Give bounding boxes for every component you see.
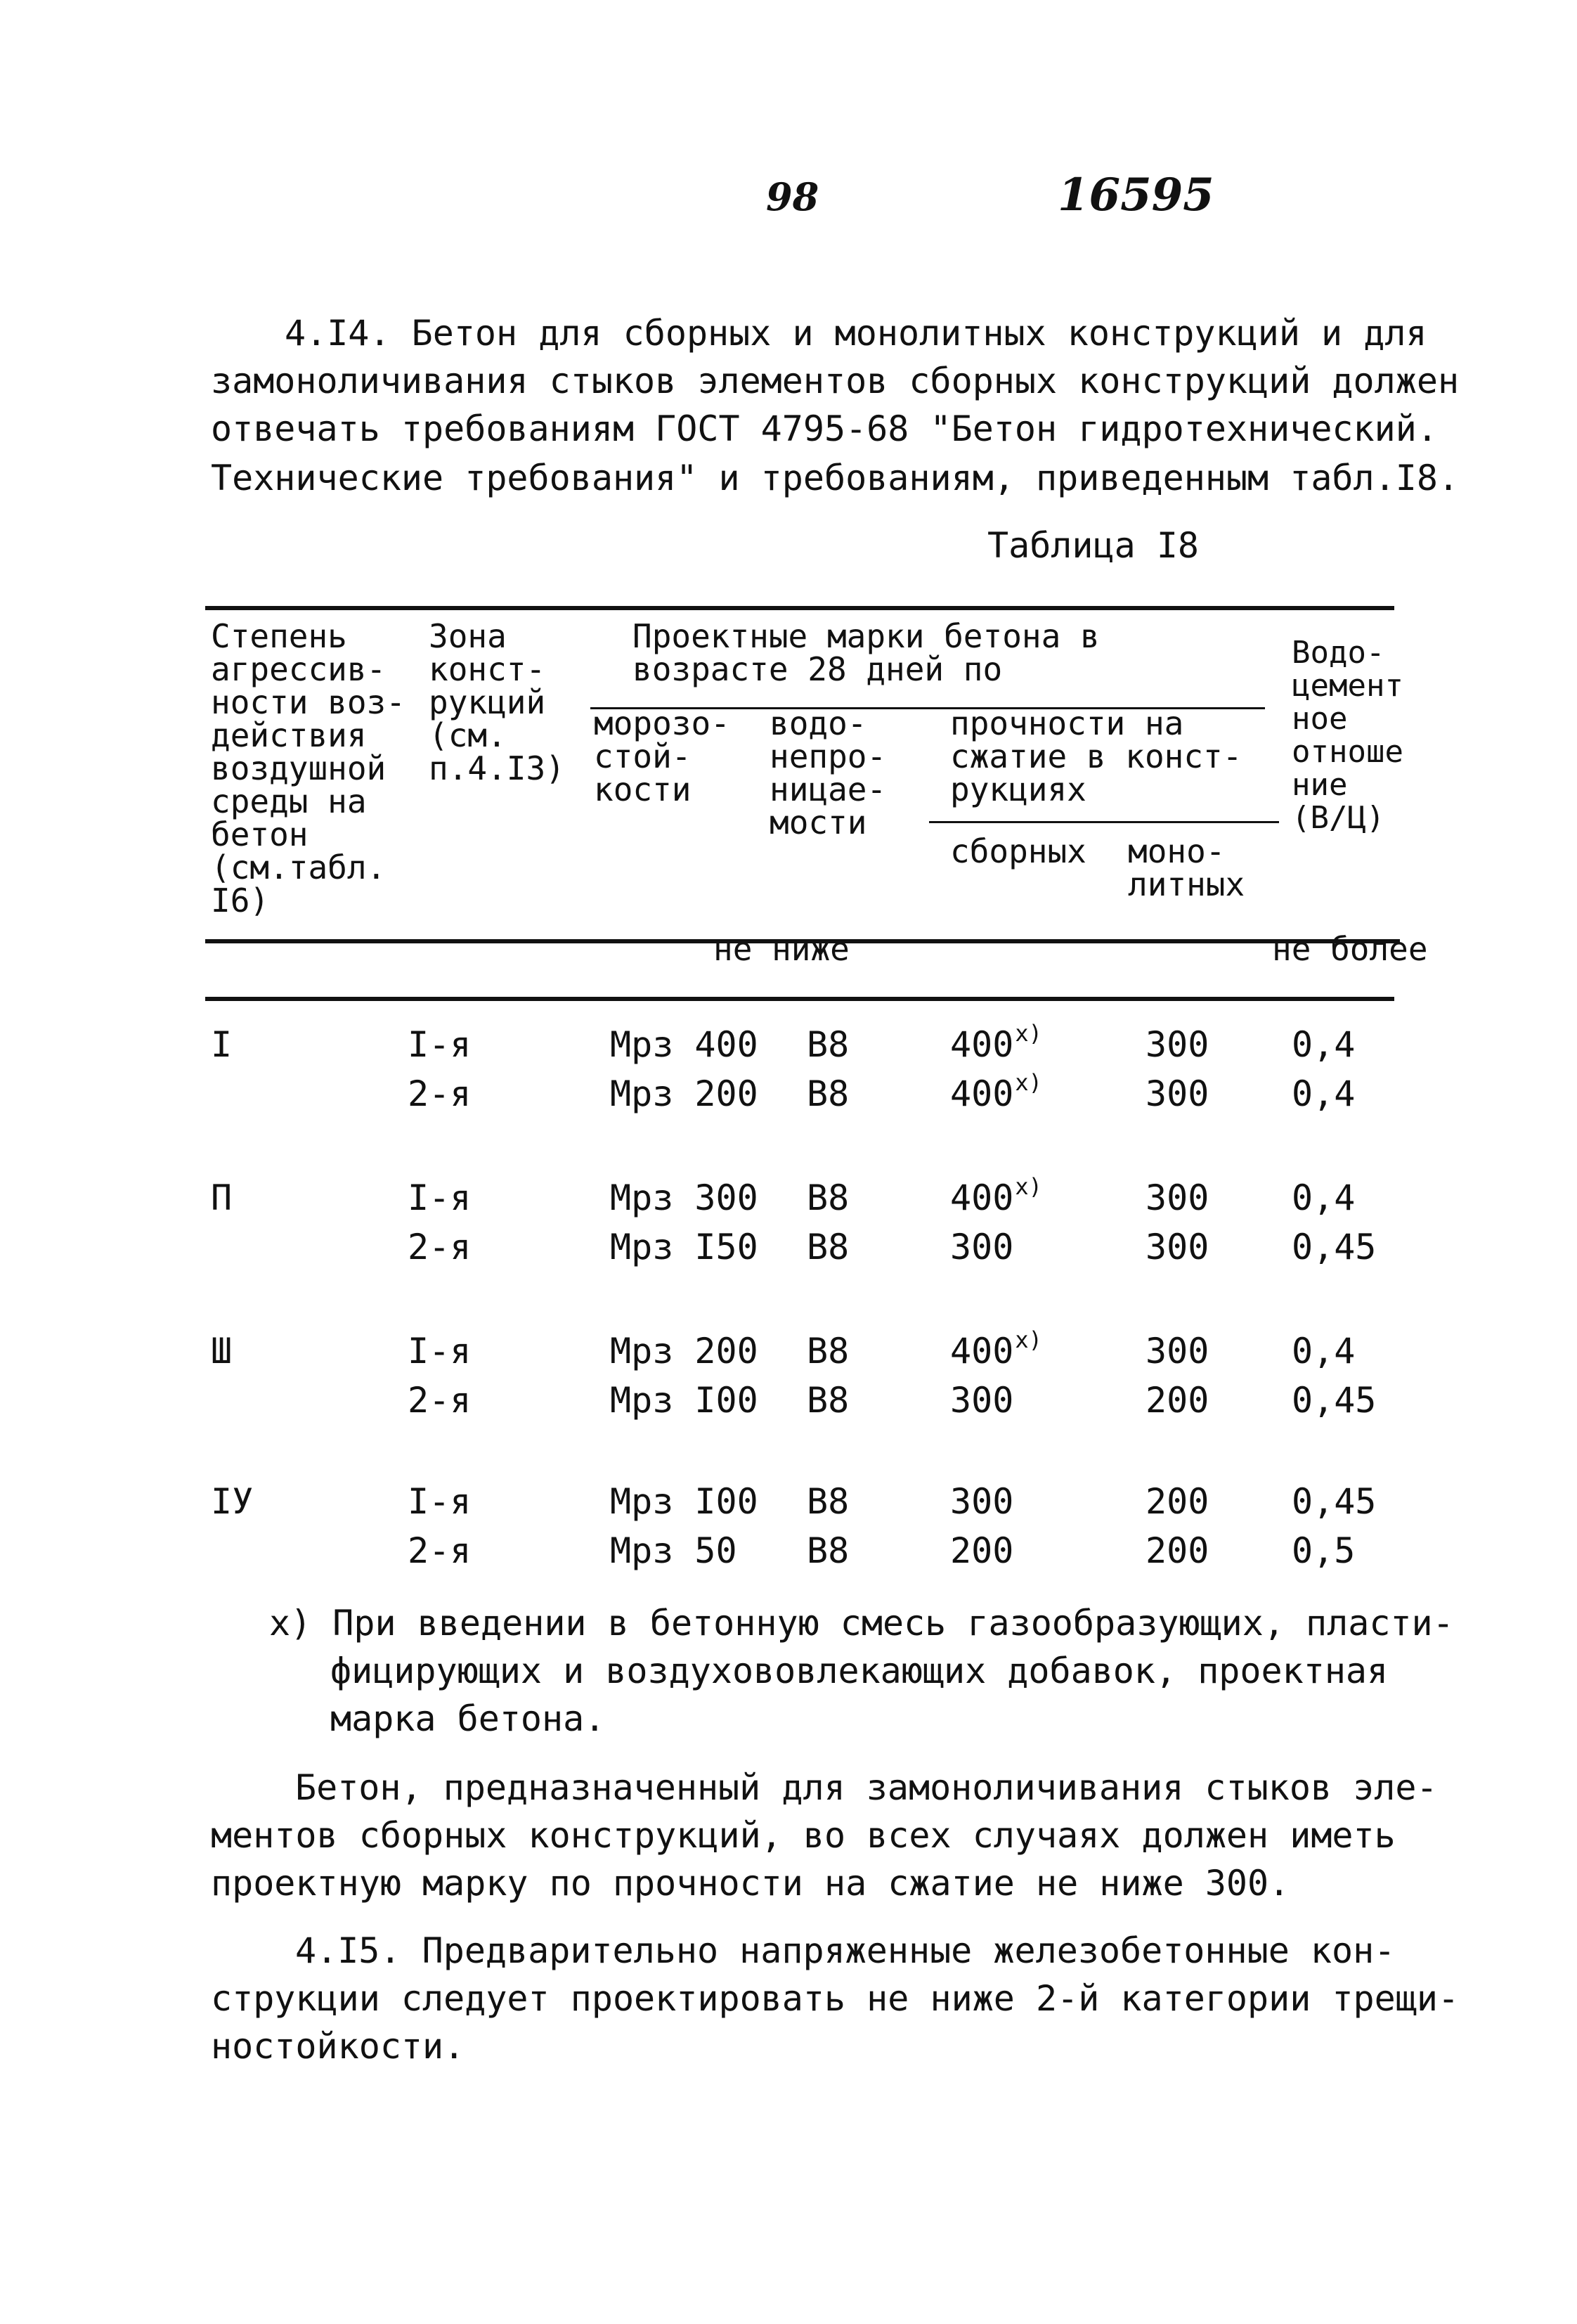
header-frost-resistance: морозо- стой- кости [594, 704, 730, 808]
cell-value: 300 [1146, 1177, 1209, 1218]
section-4-14-line: 4.I4. Бетон для сборных и монолитных конструкций и для [285, 313, 1427, 354]
cell-monolithic [1146, 1021, 1209, 1069]
cell-value: В8 [807, 1380, 850, 1421]
cell-value: Мрз 400 [610, 1024, 758, 1065]
cell-value: В8 [807, 1227, 850, 1267]
cell-water [807, 1478, 849, 1525]
paragraph-line: проектную марку по прочности на сжатие не ниже 300. [211, 1863, 1290, 1904]
section-4-15-line: струкции следует проектировать не ниже 2-й категории трещи- [211, 1978, 1460, 2019]
table-top-rule [205, 606, 1394, 610]
cell-value: 2-я [408, 1530, 472, 1571]
cell-monolithic [1146, 1070, 1209, 1118]
cell-value: 0,45 [1292, 1380, 1377, 1421]
cell-water [807, 1021, 849, 1069]
cell-monolithic [1146, 1223, 1209, 1271]
cell-value: 200 [950, 1530, 1014, 1571]
cell-value: I-я [408, 1024, 472, 1065]
cell-value: Мрз 50 [610, 1530, 737, 1571]
cell-value: I-я [408, 1331, 472, 1371]
header-design-grades: Проектные марки бетона в возрасте 28 дней по [632, 617, 1100, 688]
cell-value: В8 [807, 1530, 850, 1571]
footnote-marker: х) [1015, 1173, 1042, 1200]
cell-value: 0,5 [1292, 1530, 1356, 1571]
cell-wc [1292, 1376, 1376, 1424]
cell-value: 200 [1146, 1530, 1209, 1571]
cell-zone [408, 1021, 471, 1069]
cell-value: В8 [807, 1331, 850, 1371]
cell-value: 400 [950, 1024, 1014, 1065]
cell-wc [1292, 1327, 1355, 1375]
aggression-degree: I [211, 1024, 233, 1065]
header-aggression-degree: Степень агрессив- ности воз- действия воздушной среды на бетон (см.табл. I6) [211, 617, 405, 919]
header-strength-rule [929, 821, 1279, 823]
cell-value: В8 [807, 1481, 850, 1522]
aggression-degree: Ш [211, 1331, 233, 1371]
cell-monolithic [1146, 1327, 1209, 1375]
section-4-14-line: замоноличивания стыков элементов сборных конструкций должен [211, 361, 1460, 401]
footnote-line: марка бетона. [330, 1698, 606, 1739]
cell-water [807, 1223, 849, 1271]
cell-value: 300 [950, 1481, 1014, 1522]
cell-value: В8 [807, 1024, 850, 1065]
cell-value: 200 [1146, 1481, 1209, 1522]
units-bottom-rule [205, 997, 1394, 1001]
cell-value: 0,4 [1292, 1073, 1356, 1114]
cell-value: 2-я [408, 1380, 472, 1421]
cell-wc [1292, 1070, 1355, 1118]
header-precast: сборных [950, 832, 1086, 870]
footnote-line: х) При введении в бетонную смесь газообразующих, пласти- [269, 1603, 1454, 1644]
cell-value: Мрз I00 [610, 1380, 758, 1421]
cell-value: Мрз 200 [610, 1331, 758, 1371]
cell-precast [950, 1223, 1013, 1271]
cell-value: 2-я [408, 1073, 472, 1114]
cell-value: 0,4 [1292, 1024, 1356, 1065]
cell-value: 300 [1146, 1331, 1209, 1371]
cell-precast [950, 1327, 1042, 1379]
section-4-14-line: отвечать требованиям ГОСТ 4795-68 "Бетон гидротехнический. [211, 408, 1438, 449]
cell-monolithic [1146, 1478, 1209, 1525]
header-water-tightness: водо- непро- ницае- мости [770, 704, 887, 841]
cell-precast [950, 1021, 1042, 1073]
cell-zone [408, 1376, 471, 1424]
cell-value: В8 [807, 1073, 850, 1114]
cell-water [807, 1070, 849, 1118]
cell-precast [950, 1376, 1013, 1424]
cell-value: 300 [1146, 1073, 1209, 1114]
cell-value: В8 [807, 1177, 850, 1218]
cell-zone [408, 1223, 471, 1271]
cell-wc [1292, 1174, 1355, 1222]
cell-wc [1292, 1527, 1355, 1575]
header-compressive-strength: прочности на сжатие в конст- рукциях [950, 704, 1242, 808]
cell-value: 300 [1146, 1024, 1209, 1065]
cell-frost [610, 1327, 758, 1375]
cell-frost [610, 1376, 758, 1424]
footnote-marker: х) [1015, 1326, 1042, 1353]
cell-zone [408, 1478, 471, 1525]
cell-frost [610, 1527, 737, 1575]
cell-frost [610, 1070, 758, 1118]
section-4-14-line: Технические требования" и требованиям, приведенным табл.I8. [211, 458, 1460, 498]
header-not-lower: не ниже [713, 930, 850, 968]
cell-frost [610, 1021, 758, 1069]
table-caption: Таблица I8 [987, 525, 1200, 566]
cell-value: I-я [408, 1481, 472, 1522]
aggression-degree: IУ [211, 1481, 254, 1522]
cell-value: Мрз 200 [610, 1073, 758, 1114]
aggression-degree: П [211, 1177, 233, 1218]
footnote-marker: х) [1015, 1020, 1042, 1047]
header-water-cement-ratio: Водо- цемент ное отноше ние (В/Ц) [1292, 635, 1403, 836]
cell-value: Мрз I00 [610, 1481, 758, 1522]
cell-frost [610, 1223, 758, 1271]
header-monolithic: моно- литных [1128, 832, 1245, 903]
header-construction-zone: Зона конст- рукций (см. п.4.I3) [429, 617, 565, 787]
cell-value: 400 [950, 1177, 1014, 1218]
cell-value: 2-я [408, 1227, 472, 1267]
cell-precast [950, 1174, 1042, 1226]
cell-wc [1292, 1223, 1376, 1271]
cell-value: 300 [950, 1227, 1014, 1267]
cell-value: 300 [1146, 1227, 1209, 1267]
cell-precast [950, 1478, 1013, 1525]
cell-value: Мрз 300 [610, 1177, 758, 1218]
cell-frost [610, 1174, 758, 1222]
cell-value: 0,45 [1292, 1227, 1377, 1267]
cell-value: I-я [408, 1177, 472, 1218]
document-number: 16595 [1058, 169, 1214, 221]
cell-value: 300 [950, 1380, 1014, 1421]
cell-water [807, 1376, 849, 1424]
footnote-marker: х) [1015, 1069, 1042, 1096]
cell-value: 200 [1146, 1380, 1209, 1421]
cell-precast [950, 1070, 1042, 1122]
cell-zone [408, 1070, 471, 1118]
cell-frost [610, 1478, 758, 1525]
cell-zone [408, 1327, 471, 1375]
section-4-15-line: ностойкости. [211, 2026, 465, 2067]
cell-precast [950, 1527, 1013, 1575]
cell-value: 400 [950, 1331, 1014, 1371]
cell-value: 0,4 [1292, 1177, 1356, 1218]
cell-water [807, 1327, 849, 1375]
cell-zone [408, 1174, 471, 1222]
cell-monolithic [1146, 1174, 1209, 1222]
header-not-more: не более [1272, 930, 1428, 968]
cell-water [807, 1174, 849, 1222]
cell-value: Мрз I50 [610, 1227, 758, 1267]
paragraph-line: ментов сборных конструкций, во всех случаях должен иметь [211, 1815, 1396, 1856]
cell-value: 400 [950, 1073, 1014, 1114]
cell-monolithic [1146, 1376, 1209, 1424]
cell-wc [1292, 1478, 1376, 1525]
page-number: 98 [766, 174, 819, 219]
cell-water [807, 1527, 849, 1575]
cell-value: 0,4 [1292, 1331, 1356, 1371]
paragraph-line: Бетон, предназначенный для замоноличивания стыков эле- [295, 1767, 1438, 1808]
cell-zone [408, 1527, 471, 1575]
section-4-15-line: 4.I5. Предварительно напряженные железобетонные кон- [295, 1930, 1396, 1971]
cell-monolithic [1146, 1527, 1209, 1575]
cell-value: 0,45 [1292, 1481, 1377, 1522]
footnote-line: фицирующих и воздухововлекающих добавок, проектная [330, 1651, 1389, 1691]
cell-wc [1292, 1021, 1355, 1069]
